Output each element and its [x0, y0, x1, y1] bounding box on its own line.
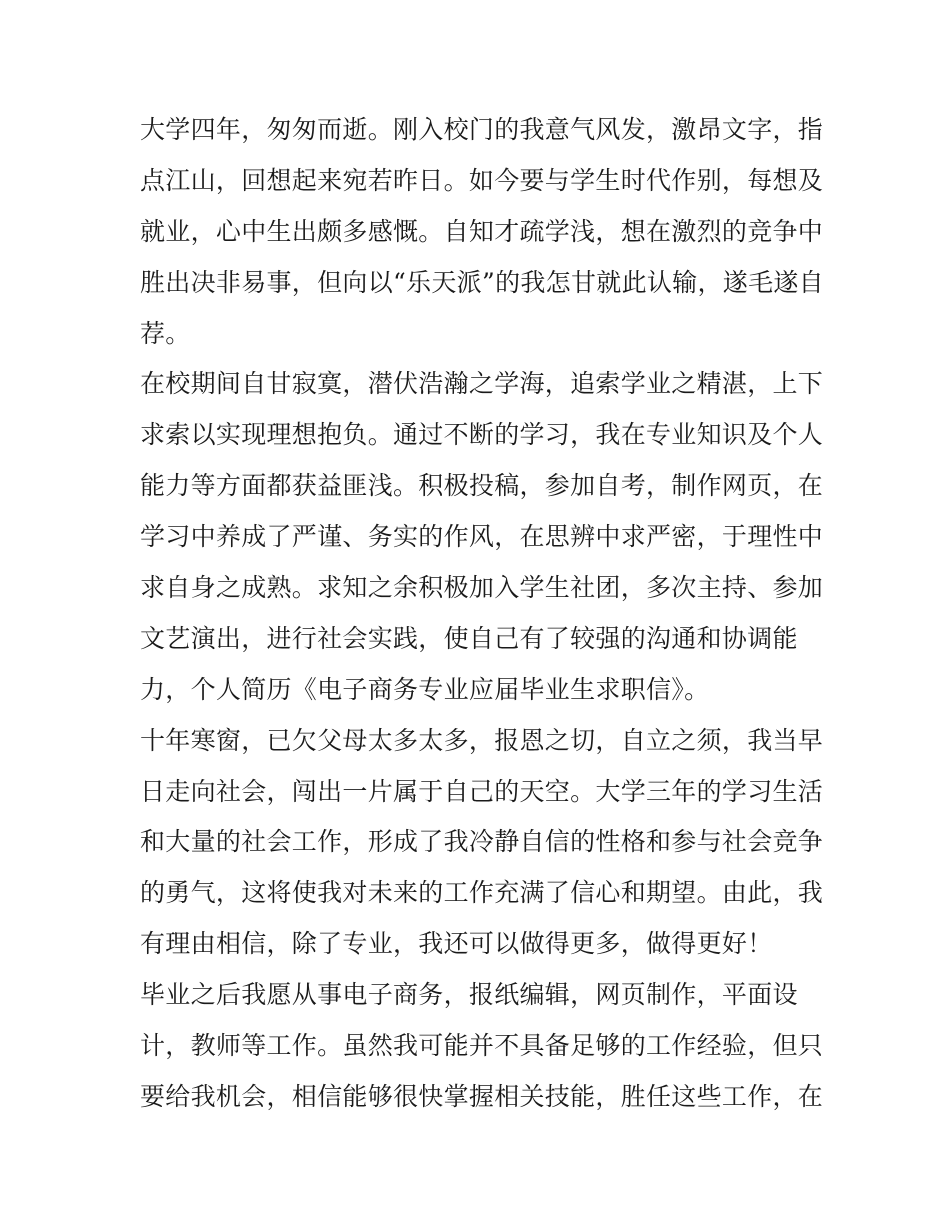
text-line: 毕业之后我愿从事电子商务，报纸编辑，网页制作，平面设	[140, 980, 798, 1010]
text-line: 日走向社会，闯出一片属于自己的天空。大学三年的学习生活	[140, 776, 824, 806]
text-line: 文艺演出，进行社会实践，使自己有了较强的沟通和协调能	[140, 623, 798, 653]
paragraph-career	[140, 970, 824, 1123]
text-line: 十年寒窗，已欠父母太多太多，报恩之切，自立之须，我当早	[140, 725, 824, 755]
text-line: 学习中养成了严谨、务实的作风，在思辨中求严密，于理性中	[140, 522, 824, 552]
paragraph-gratitude	[140, 716, 824, 970]
text-line: 能力等方面都获益匪浅。积极投稿，参加自考，制作网页，在	[140, 471, 824, 501]
text-line: 和大量的社会工作，形成了我冷静自信的性格和参与社会竞争	[140, 827, 824, 857]
text-line: 要给我机会，相信能够很快掌握相关技能，胜任这些工作，在	[140, 1081, 824, 1111]
text-line: 荐。	[140, 318, 191, 348]
text-line: 大学四年，匆匆而逝。刚入校门的我意气风发，激昂文字，指	[140, 115, 824, 144]
paragraph-intro	[140, 105, 824, 359]
paragraph-school	[140, 359, 824, 715]
text-line: 在校期间自甘寂寞，潜伏浩瀚之学海，追索学业之精湛，上下	[140, 369, 824, 399]
text-line: 就业，心中生出颇多感慨。自知才疏学浅，想在激烈的竞争中	[140, 216, 824, 246]
text-line: 求自身之成熟。求知之余积极加入学生社团，多次主持、参加	[140, 573, 824, 603]
text-line: 计，教师等工作。虽然我可能并不具备足够的工作经验，但只	[140, 1031, 824, 1061]
text-line: 的勇气，这将使我对未来的工作充满了信心和期望。由此，我	[140, 878, 824, 908]
text-line: 有理由相信，除了专业，我还可以做得更多，做得更好！	[140, 929, 773, 959]
text-line: 求索以实现理想抱负。通过不断的学习，我在专业知识及个人	[140, 420, 824, 450]
document-body	[140, 105, 824, 1123]
text-line: 胜出决非易事，但向以“乐天派”的我怎甘就此认输，遂毛遂自	[140, 267, 824, 297]
text-line: 点江山，回想起来宛若昨日。如今要与学生时代作别，每想及	[140, 165, 824, 195]
text-line: 力，个人简历《电子商务专业应届毕业生求职信》。	[140, 674, 710, 704]
